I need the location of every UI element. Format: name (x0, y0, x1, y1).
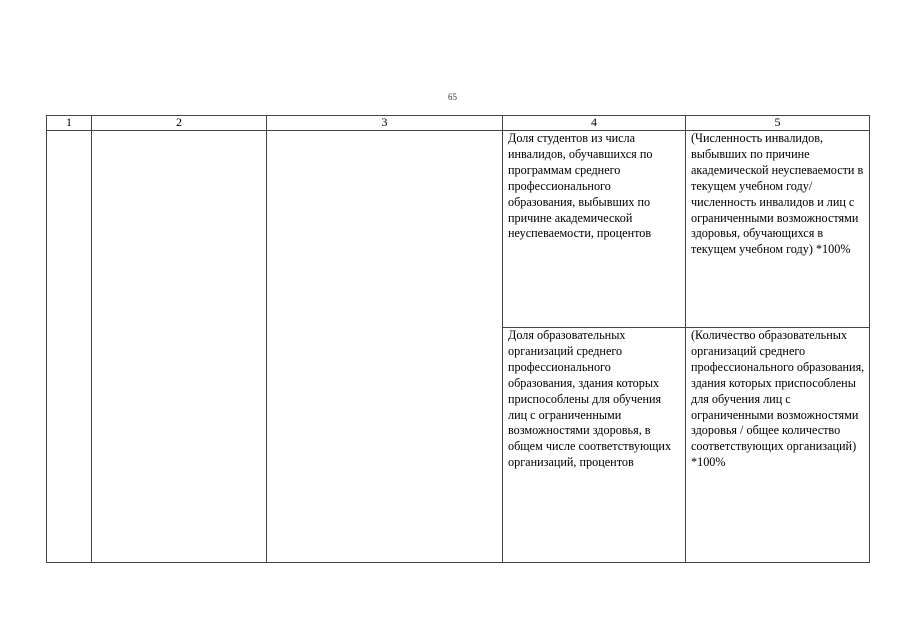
header-col-5: 5 (686, 116, 870, 131)
indicator-formula-text: (Количество образовательных организаций среднего профессионального образования, здания которых приспособлены для обучения лиц с ограниченными возможностями здоровья / общее количество соответствующих организаций) *100% (691, 328, 865, 470)
indicator-name-cell (503, 131, 686, 328)
cell-col-1 (47, 131, 92, 563)
indicator-formula-cell (686, 328, 870, 563)
indicator-formula-cell (686, 131, 870, 328)
cell-col-3 (267, 131, 503, 563)
header-col-4: 4 (503, 116, 686, 131)
indicator-name-text: Доля образовательных организаций среднего профессионального образования, здания которых приспособлены для обучения лиц с ограниченными возможностями здоровья, в общем числе соответствующих организаций, процентов (508, 328, 672, 470)
indicator-name-cell (503, 328, 686, 563)
header-col-3: 3 (267, 116, 503, 131)
header-col-1: 1 (47, 116, 92, 131)
page-number: 65 (448, 92, 457, 102)
header-col-2: 2 (92, 116, 267, 131)
table-header-row (47, 116, 870, 131)
table-row (47, 131, 870, 328)
indicator-name-text: Доля студентов из числа инвалидов, обучавшихся по программам среднего профессионального образования, выбывших по причине академической неуспеваемости, процентов (508, 131, 653, 241)
indicator-formula-text: (Численность инвалидов, выбывших по причине академической неуспеваемости в текущем учебном году/ численность инвалидов и лиц с ограниченными возможностями здоровья, обучающихся в текущем учебном году) *100% (691, 131, 864, 257)
indicators-table (46, 115, 870, 563)
cell-col-2 (92, 131, 267, 563)
